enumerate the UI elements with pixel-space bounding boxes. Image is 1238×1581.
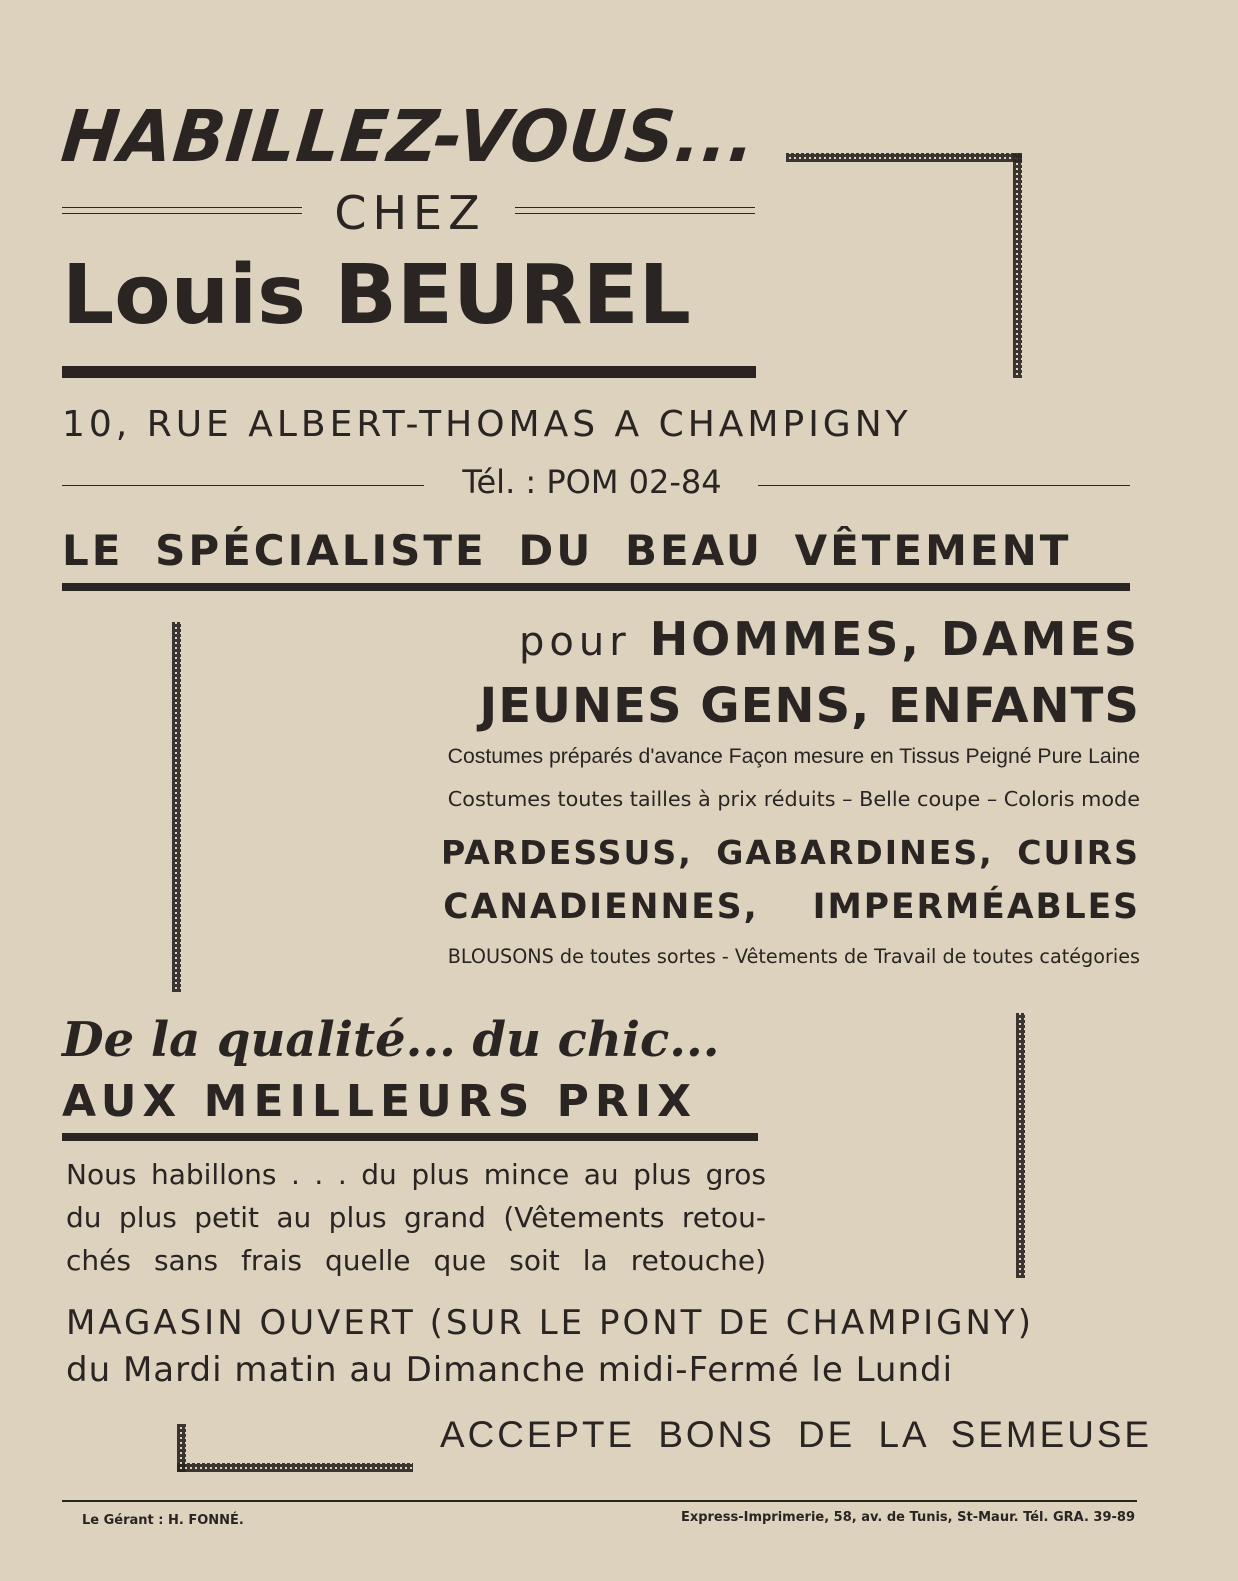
sizing-line-3: chés sans frais quelle que soit la retouche) [66,1244,766,1277]
headline: HABILLEZ-VOUS... [57,96,760,179]
prices-underline [62,1133,758,1141]
name-underline [62,366,756,378]
tel-left-rule [62,485,424,486]
top-right-dotted-border-vertical [1013,153,1022,378]
footer-rule [62,1500,1137,1502]
footer-manager: Le Gérant : H. FONNÉ. [82,1513,244,1528]
blousons-line: BLOUSONS de toutes sortes - Vêtements de Travail de toutes catégories [447,945,1140,968]
accepts-vouchers: ACCEPTE BONS DE LA SEMEUSE [440,1414,1153,1455]
chez-label: CHEZ [334,186,486,240]
merchant-name: Louis BEUREL [62,248,691,343]
chez-left-rule [62,207,302,214]
products-line-2: CANADIENNES, IMPERMÉABLES [443,887,1140,927]
sizing-line-1: Nous habillons . . . du plus mince au plus gros [66,1158,766,1191]
costumes-line-1: Costumes préparés d'avance Façon mesure en Tissus Peigné Pure Laine [447,745,1140,768]
footer-printer: Express-Imprimerie, 58, av. de Tunis, St-Maur. Tél. GRA. 39-89 [680,1510,1135,1525]
shop-open: MAGASIN OUVERT (SUR LE PONT DE CHAMPIGNY) [66,1303,1034,1343]
right-dotted-border [1016,1013,1025,1278]
chez-right-rule [515,207,755,214]
bottom-left-dotted-border-horizontal [177,1463,413,1472]
telephone: Tél. : POM 02-84 [462,463,722,501]
specialist-underline [62,583,1130,591]
best-prices: AUX MEILLEURS PRIX [62,1076,698,1127]
sizing-paragraph [66,1153,766,1282]
audience-men-women: HOMMES, DAMES [649,612,1140,666]
sizing-line-2: du plus petit au plus grand (Vêtements retou- [66,1201,766,1234]
left-dotted-border [172,622,181,992]
opening-hours: du Mardi matin au Dimanche midi-Fermé le Lundi [66,1350,954,1390]
top-right-dotted-border [786,153,1022,162]
tel-right-rule [758,485,1130,486]
quality-slogan: De la qualité... du chic... [62,1012,720,1068]
pour-word: pour [519,619,631,665]
products-line-1: PARDESSUS, GABARDINES, CUIRS [441,833,1140,872]
costumes-line-2: Costumes toutes tailles à prix réduits – Belle coupe – Coloris mode [447,787,1140,811]
address: 10, RUE ALBERT-THOMAS A CHAMPIGNY [62,404,912,445]
specialist-heading: LE SPÉCIALISTE DU BEAU VÊTEMENT [62,526,1072,575]
audience-line-2: JEUNES GENS, ENFANTS [479,678,1140,734]
audience-line-1 [440,612,1140,666]
